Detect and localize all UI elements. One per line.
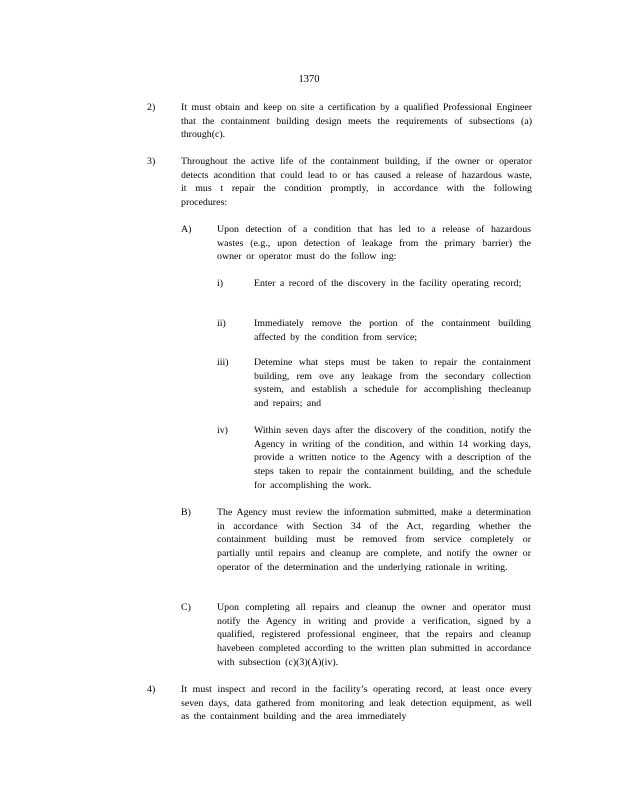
paragraph-text: Throughout the active life of the containment building, if the owner or operator detects acondition that could lead to or has caused a release of hazardous waste, it mus t repair the condition promptly, in accordance with the following procedures: [181,156,532,209]
paragraph-text: Immediately remove the portion of the containment building affected by the condition from service; [254,318,531,343]
paragraph-text: Within seven days after the discovery of the condition, notify the Agency in writing of the condition, and within 14 working days, provide a written notice to the Agency with a description of the steps taken to repair the containment building, and the schedule for accomplishing the work. [254,425,531,491]
paragraph-label: iv) [217,425,228,436]
paragraph-label: i) [217,278,224,289]
paragraph-text: It must inspect and record in the facility’s operating record, at least once every seven days, data gathered from monitoring and leak detection equipment, as well as the containment building and the area immediately [181,684,532,723]
paragraph-text: Upon detection of a condition that has led to a release of hazardous wastes (e.g., upon detection of leakage from the primary barrier) the owner or operator must do the follow ing: [217,224,531,263]
paragraph-label: B) [181,507,191,518]
paragraph-label: ii) [217,318,226,329]
paragraph-label: 2) [147,102,156,113]
paragraph-label: A) [181,224,192,235]
page-number: 1370 [298,74,320,85]
paragraph-text: It must obtain and keep on site a certification by a qualified Professional Engineer that the containment building design meets the requirements of subsections (a) through(c). [181,102,532,141]
paragraph-label: C) [181,602,191,613]
paragraph-label: 4) [147,684,156,695]
paragraph-text: Enter a record of the discovery in the facility operating record; [254,278,522,289]
paragraph-text: Detemine what steps must be taken to repair the containment building, rem ove any leakage from the secondary collection system, and establish a schedule for accomplishing thecleanup and repairs; and [254,357,531,410]
paragraph-text: Upon completing all repairs and cleanup the owner and operator must notify the Agency in writing and provide a verification, signed by a qualified, registered professional engineer, that the repairs and cleanup havebeen completed according to the written plan submitted in accordance with subsection (c)(3)(A)(iv). [217,602,531,668]
paragraph-label: iii) [217,357,229,368]
paragraph-label: 3) [147,156,156,167]
paragraph-text: The Agency must review the information submitted, make a determination in accordance with Section 34 of the Act, regarding whether the containment building must be removed from service completely or partially until repairs and cleanup are complete, and notify the owner or operator of the determination and the underlying rationale in writing. [217,507,531,573]
